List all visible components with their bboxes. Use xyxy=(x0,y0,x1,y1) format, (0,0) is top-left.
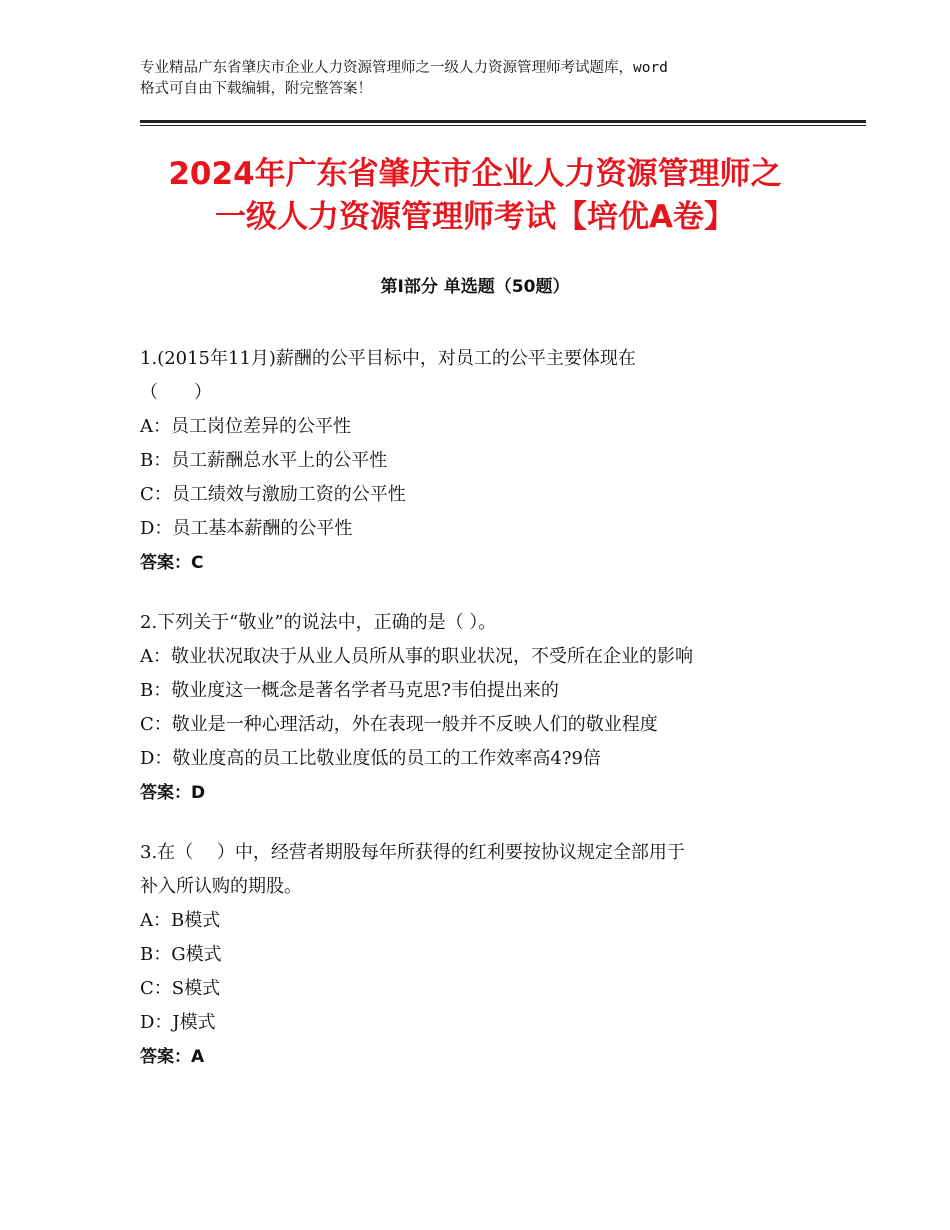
option-d: D：员工基本薪酬的公平性 xyxy=(140,518,353,539)
question-1 xyxy=(140,342,820,580)
question-list xyxy=(140,342,820,1100)
header-note xyxy=(140,58,840,100)
option-b: B：员工薪酬总水平上的公平性 xyxy=(140,450,388,471)
option-d: D：敬业度高的员工比敬业度低的员工的工作效率高4?9倍 xyxy=(140,748,601,769)
option-a: A：员工岗位差异的公平性 xyxy=(140,416,351,437)
option-a: A：B模式 xyxy=(140,910,221,931)
question-stem-continued: 补入所认购的期股。 xyxy=(140,876,302,897)
document-title xyxy=(100,153,850,239)
option-c: C：S模式 xyxy=(140,978,221,999)
document-title-line-1: 2024年广东省肇庆市企业人力资源管理师之 xyxy=(168,156,782,192)
header-divider-thin xyxy=(140,125,866,126)
option-c: C：员工绩效与激励工资的公平性 xyxy=(140,484,406,505)
option-a: A：敬业状况取决于从业人员所从事的职业状况，不受所在企业的影响 xyxy=(140,646,693,667)
answer-label: 答案：D xyxy=(140,783,206,803)
question-3 xyxy=(140,836,820,1074)
answer-label: 答案：A xyxy=(140,1047,205,1067)
question-stem: 2.下列关于“敬业”的说法中，正确的是（ ）。 xyxy=(140,612,497,633)
document-title-line-2: 一级人力资源管理师考试【培优A卷】 xyxy=(215,199,735,235)
header-note-line-2: 格式可自由下载编辑，附完整答案！ xyxy=(140,81,372,97)
answer-label: 答案：C xyxy=(140,553,204,573)
section-heading: 第Ⅰ部分 单选题（50题） xyxy=(380,277,570,297)
option-c: C：敬业是一种心理活动，外在表现一般并不反映人们的敬业程度 xyxy=(140,714,658,735)
option-b: B：敬业度这一概念是著名学者马克思?韦伯提出来的 xyxy=(140,680,559,701)
option-b: B：G模式 xyxy=(140,944,222,965)
question-stem-continued: （ ） xyxy=(140,382,212,403)
question-2 xyxy=(140,606,820,810)
question-stem: 1.(2015年11月)薪酬的公平目标中，对员工的公平主要体现在 xyxy=(140,348,636,369)
option-d: D：J模式 xyxy=(140,1012,216,1033)
question-stem: 3.在（ ）中，经营者期股每年所获得的红利要按协议规定全部用于 xyxy=(140,842,685,863)
header-note-line-1: 专业精品广东省肇庆市企业人力资源管理师之一级人力资源管理师考试题库，word xyxy=(140,60,668,76)
header-divider-thick xyxy=(140,120,866,123)
